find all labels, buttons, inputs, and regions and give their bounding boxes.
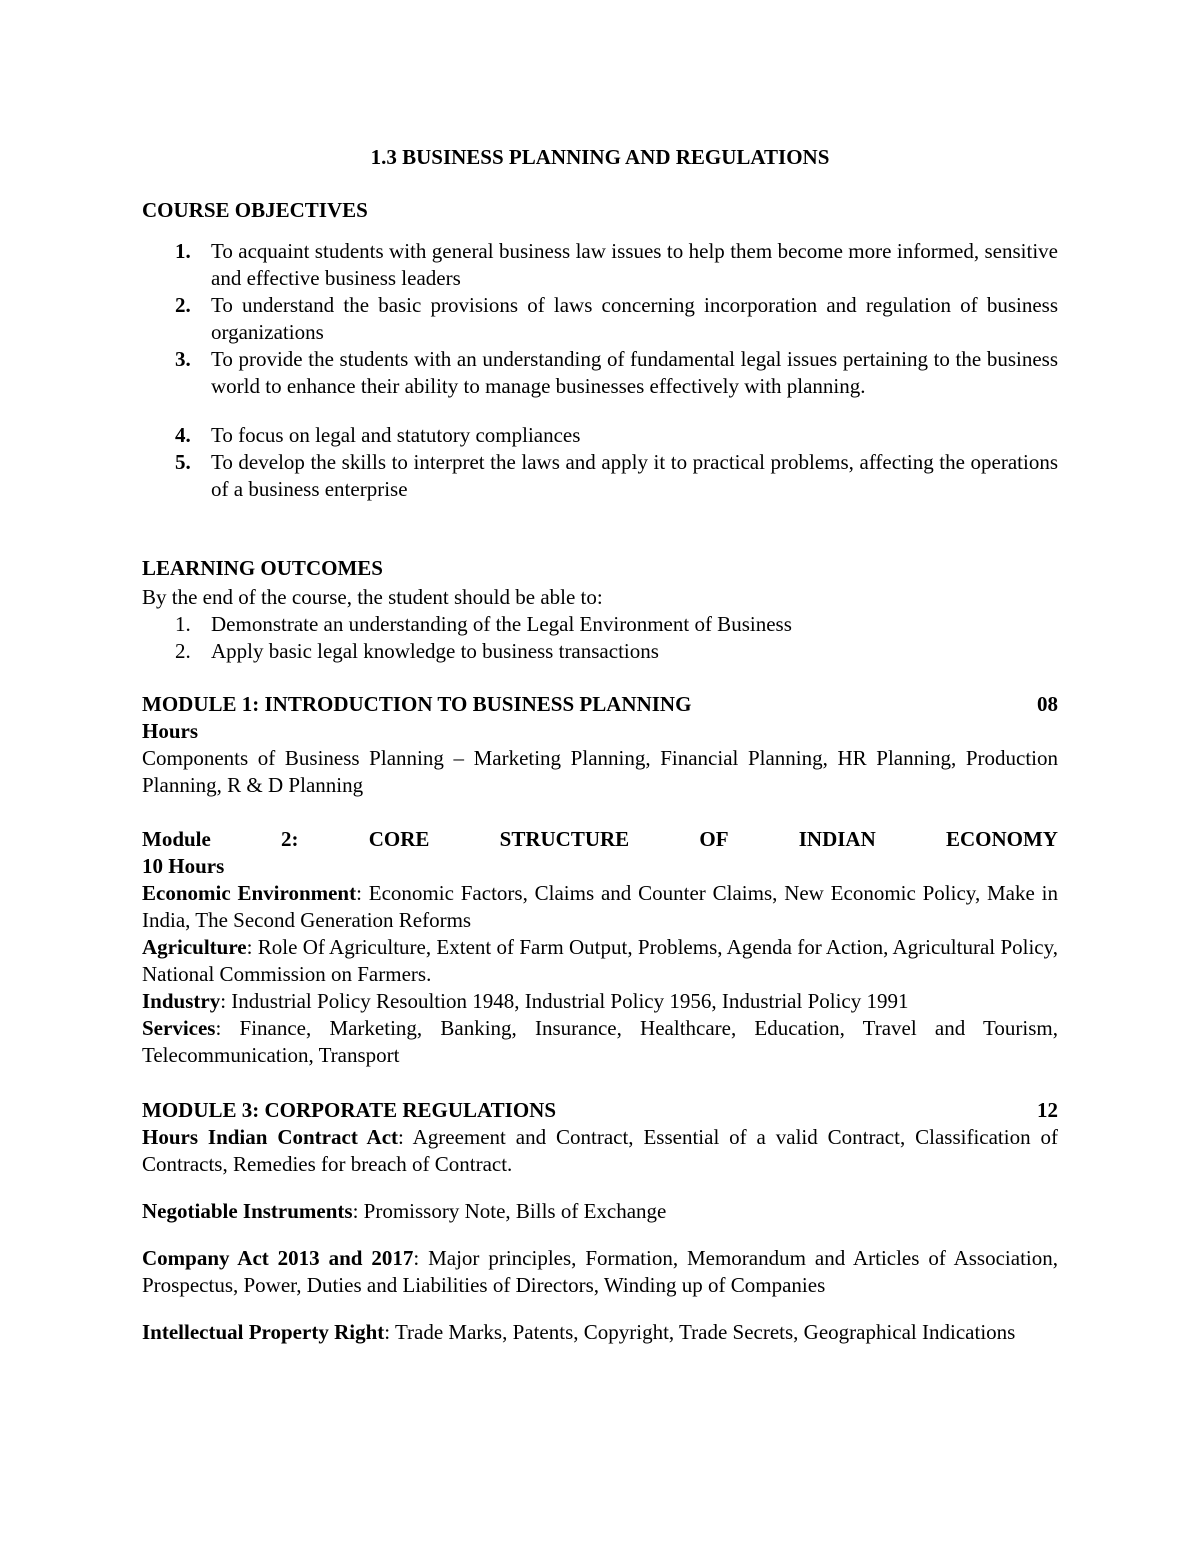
topic-text: : Role Of Agriculture, Extent of Farm Output, Problems, Agenda for Action, Agricultural Policy, National Commission on Farmers. <box>142 935 1058 986</box>
module2-topic <box>142 988 1058 1015</box>
module2-topic <box>142 934 1058 988</box>
topic-text: : Industrial Policy Resoultion 1948, Industrial Policy 1956, Industrial Policy 1991 <box>220 989 909 1013</box>
module3-topic <box>142 1319 1058 1346</box>
learning-outcomes-heading: LEARNING OUTCOMES <box>142 556 383 580</box>
list-item <box>142 238 1058 292</box>
list-item <box>142 611 1058 638</box>
list-item-text: To understand the basic provisions of laws concerning incorporation and regulation of business organizations <box>211 293 1058 344</box>
topic-text: : Agreement and Contract, Essential of a valid Contract, Classification of Contracts, Remedies for breach of Contract. <box>142 1125 1058 1176</box>
module3-topic <box>142 1198 1058 1225</box>
topic-label: Agriculture <box>142 935 247 959</box>
topic-text: : Finance, Marketing, Banking, Insurance, Healthcare, Education, Travel and Tourism, Telecommunication, Transport <box>142 1016 1058 1067</box>
list-item <box>142 422 1058 449</box>
topic-label: Industry <box>142 989 221 1013</box>
module3-heading <box>142 1097 1058 1124</box>
topic-label: Services <box>142 1016 216 1040</box>
topic-text: : Economic Factors, Claims and Counter Claims, New Economic Policy, Make in India, The Second Generation Reforms <box>142 881 1058 932</box>
module2-heading-word: OF <box>699 827 729 851</box>
topic-label: Negotiable Instruments <box>142 1199 353 1223</box>
module2-topic <box>142 880 1058 934</box>
topic-text: : Major principles, Formation, Memorandum and Articles of Association, Prospectus, Power, Duties and Liabilities of Directors, Winding up of Companies <box>142 1246 1058 1297</box>
module2-topic <box>142 1015 1058 1069</box>
module1-title: MODULE 1: INTRODUCTION TO BUSINESS PLANNING <box>142 692 692 716</box>
module1-heading <box>142 691 1058 718</box>
list-item <box>142 292 1058 346</box>
topic-label: Intellectual Property Right <box>142 1320 385 1344</box>
module1-content: Components of Business Planning – Marketing Planning, Financial Planning, HR Planning, Production Planning, R & D Planning <box>142 746 1058 797</box>
module3-hours-number: 12 <box>1037 1098 1058 1122</box>
module2-heading-word: 2: <box>281 827 299 851</box>
course-objectives-heading: COURSE OBJECTIVES <box>142 198 368 222</box>
list-number: 1. <box>175 612 191 636</box>
list-item-text: To focus on legal and statutory compliances <box>211 423 581 447</box>
page-title: 1.3 BUSINESS PLANNING AND REGULATIONS <box>370 145 830 169</box>
list-number: 3. <box>175 347 191 371</box>
module3-topic <box>142 1124 1058 1178</box>
topic-label: Economic Environment <box>142 881 357 905</box>
list-number: 4. <box>175 423 191 447</box>
list-item-text: To develop the skills to interpret the laws and apply it to practical problems, affecting the operations of a business enterprise <box>211 450 1058 501</box>
module2-heading-word: CORE <box>368 827 430 851</box>
list-number: 5. <box>175 450 191 474</box>
topic-text: : Trade Marks, Patents, Copyright, Trade Secrets, Geographical Indications <box>384 1320 1016 1344</box>
list-number: 2. <box>175 293 191 317</box>
course-objectives-list <box>142 238 1058 503</box>
module3-section <box>142 1097 1058 1346</box>
module2-section <box>142 826 1058 1069</box>
module2-heading-word: STRUCTURE <box>499 827 630 851</box>
topic-label: Company Act 2013 and 2017 <box>142 1246 414 1270</box>
list-item-text: Demonstrate an understanding of the Legal Environment of Business <box>211 612 792 636</box>
learning-outcomes-intro: By the end of the course, the student should be able to: <box>142 585 603 609</box>
list-number: 2. <box>175 639 191 663</box>
module2-heading-word: INDIAN <box>798 827 876 851</box>
module1-hours-word: Hours <box>142 719 199 743</box>
topic-label: Hours Indian Contract Act <box>142 1125 399 1149</box>
module2-hours: 10 Hours <box>142 854 225 878</box>
module3-title: MODULE 3: CORPORATE REGULATIONS <box>142 1098 557 1122</box>
module2-heading-word: ECONOMY <box>945 827 1058 851</box>
list-item <box>142 638 1058 665</box>
list-item-text: Apply basic legal knowledge to business transactions <box>211 639 659 663</box>
module2-heading <box>142 826 1058 853</box>
module1-hours-number: 08 <box>1037 692 1058 716</box>
topic-text: : Promissory Note, Bills of Exchange <box>352 1199 667 1223</box>
list-item <box>142 346 1058 400</box>
module1-section <box>142 691 1058 799</box>
module3-topic <box>142 1245 1058 1299</box>
list-number: 1. <box>175 239 191 263</box>
list-item-text: To acquaint students with general business law issues to help them become more informed, sensitive and effective business leaders <box>211 239 1058 290</box>
module2-heading-word: Module <box>142 827 211 851</box>
learning-outcomes-list <box>142 611 1058 665</box>
list-item <box>142 449 1058 503</box>
list-item-text: To provide the students with an understanding of fundamental legal issues pertaining to the business world to enhance their ability to manage businesses effectively with planning. <box>211 347 1058 398</box>
